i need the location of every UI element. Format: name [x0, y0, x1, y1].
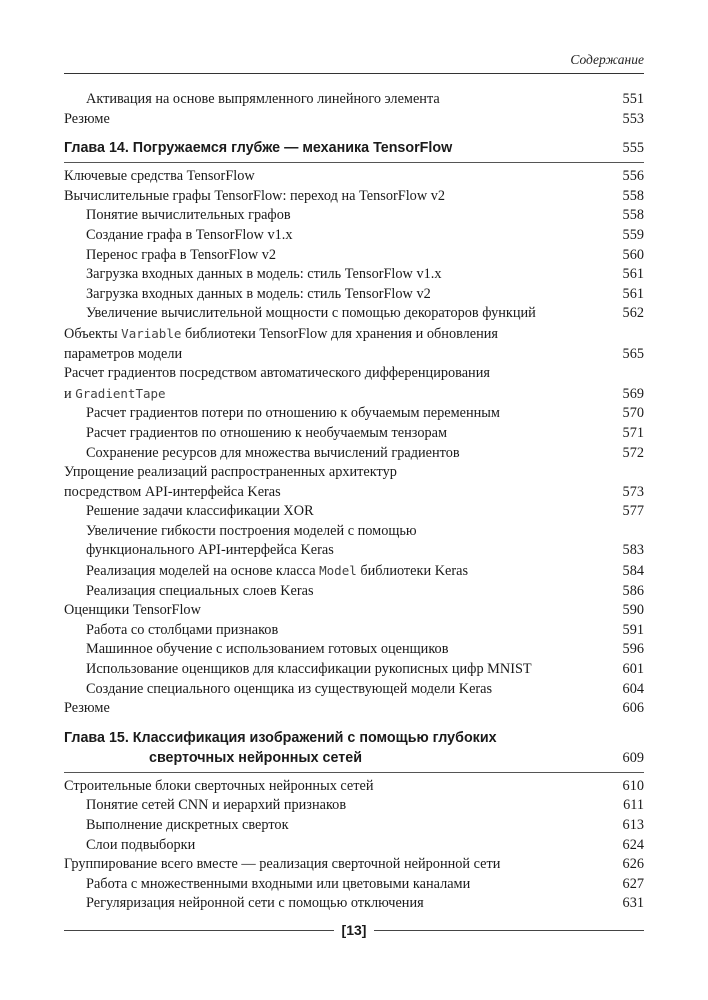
toc-entry-title: [64, 324, 614, 364]
toc-entry-page: 558: [622, 207, 644, 224]
toc-entry-title: Создание графа в TensorFlow v1.x: [86, 226, 293, 243]
chapter-heading-15[interactable]: [64, 728, 644, 773]
toc-entry-page: 596: [622, 641, 644, 658]
toc-entry-title-part: Объекты: [64, 325, 122, 342]
chapter-page: 609: [622, 749, 644, 766]
table-of-contents: [64, 90, 644, 914]
toc-entry-page: 569: [622, 385, 644, 402]
toc-entry-title: Использование оценщиков для классификации рукописных цифр MNIST: [86, 661, 532, 678]
toc-entry-title: Реализация специальных слоев Keras: [86, 582, 314, 599]
toc-entry[interactable]: [64, 110, 644, 130]
toc-entry-title-part: и: [64, 385, 76, 402]
toc-entry-title: Ключевые средства TensorFlow: [64, 168, 255, 185]
toc-entry[interactable]: [64, 777, 644, 797]
toc-entry[interactable]: [64, 187, 644, 207]
toc-entry-page: 562: [622, 305, 644, 322]
toc-entry[interactable]: [64, 561, 644, 582]
toc-entry[interactable]: [64, 855, 644, 875]
toc-entry-title: Резюме: [64, 700, 110, 717]
toc-entry-title: Оценщики TensorFlow: [64, 602, 201, 619]
toc-entry-page: 590: [622, 602, 644, 619]
toc-entry-page: 573: [622, 483, 644, 500]
toc-entry[interactable]: [64, 304, 644, 324]
toc-entry[interactable]: [64, 640, 644, 660]
toc-entry[interactable]: [64, 364, 644, 404]
toc-entry-title: Перенос графа в TensorFlow v2: [86, 246, 277, 263]
toc-entry-page: 570: [622, 405, 644, 422]
footer-rule-left: [64, 930, 334, 931]
toc-entry-title: Сохранение ресурсов для множества вычислений градиентов: [86, 444, 460, 461]
toc-entry[interactable]: [64, 206, 644, 226]
toc-entry-title-part: посредством API-интерфейса Keras: [64, 483, 281, 500]
toc-entry-title: Работа с множественными входными или цветовыми каналами: [86, 875, 471, 892]
toc-entry-page: 551: [622, 91, 644, 107]
toc-entry-title: [64, 522, 614, 561]
toc-entry-title: [64, 364, 614, 404]
toc-entry[interactable]: [64, 246, 644, 266]
toc-entry-title-part: библиотеки TensorFlow для хранения и обновления: [181, 325, 499, 342]
toc-entry-page: 559: [622, 226, 644, 243]
toc-entry-title: Расчет градиентов потери по отношению к обучаемым переменным: [86, 405, 500, 422]
toc-entry[interactable]: [64, 601, 644, 621]
toc-entry[interactable]: [64, 285, 644, 305]
toc-entry[interactable]: [64, 265, 644, 285]
toc-entry-page: 577: [622, 503, 644, 520]
toc-entry-title: Увеличение вычислительной мощности с помощью декораторов функций: [86, 305, 536, 322]
toc-entry[interactable]: [64, 90, 644, 110]
toc-entry-page: 556: [622, 168, 644, 185]
toc-entry-title: Понятие вычислительных графов: [86, 207, 291, 224]
toc-entry[interactable]: [64, 226, 644, 246]
toc-entry-page: 624: [622, 836, 644, 853]
footer-rule-right: [374, 930, 644, 931]
toc-entry-title: Решение задачи классификации XOR: [86, 503, 314, 520]
toc-entry-title: Строительные блоки сверточных нейронных сетей: [64, 777, 374, 794]
toc-entry-page: 601: [622, 661, 644, 678]
toc-entry-title: Загрузка входных данных в модель: стиль TensorFlow v2: [86, 285, 431, 302]
chapter-title-line: сверточных нейронных сетей: [149, 749, 363, 766]
toc-entry-page: 560: [622, 246, 644, 263]
toc-entry-page: 626: [622, 856, 644, 873]
toc-entry[interactable]: [64, 894, 644, 914]
chapter-title-line: Глава 15. Классификация изображений с помощью глубоких: [64, 729, 497, 746]
header-divider: [64, 73, 644, 74]
toc-entry-title: Создание специального оценщика из существующей модели Keras: [86, 680, 493, 697]
toc-entry[interactable]: [64, 796, 644, 816]
toc-entry-title: Машинное обучение с использованием готовых оценщиков: [86, 641, 449, 658]
toc-entry-page: 613: [622, 817, 644, 833]
toc-entry-title: Резюме: [64, 110, 110, 127]
toc-entry[interactable]: [64, 699, 644, 719]
toc-entry-title: Расчет градиентов по отношению к необучаемым тензорам: [86, 424, 448, 441]
toc-entry[interactable]: [64, 444, 644, 464]
toc-entry-page: 571: [622, 424, 644, 441]
toc-entry-title-part: библиотеки Keras: [356, 563, 469, 580]
toc-entry[interactable]: [64, 621, 644, 641]
toc-entry-title: Активация на основе выпрямленного линейного элемента: [86, 91, 440, 107]
toc-entry-page: 558: [622, 187, 644, 204]
chapter-title: [64, 728, 623, 768]
toc-entry-page: 604: [622, 680, 644, 697]
toc-entry[interactable]: [64, 502, 644, 522]
toc-entry-page: 610: [622, 777, 644, 794]
page-number: [13]: [341, 922, 367, 938]
toc-entry-page: 572: [622, 444, 644, 461]
toc-entry[interactable]: [64, 424, 644, 444]
toc-entry-title: [64, 561, 614, 582]
toc-entry-title-part: Упрощение реализаций распространенных архитектур: [64, 464, 397, 481]
toc-entry-page: 561: [622, 285, 644, 302]
toc-entry-title: Выполнение дискретных сверток: [86, 817, 289, 833]
toc-entry-page: 591: [622, 621, 644, 638]
toc-entry-page: 584: [622, 563, 644, 580]
toc-entry-title-part: Реализация моделей на основе класса: [86, 563, 320, 580]
toc-entry-title: [64, 463, 614, 502]
toc-entry-page: 586: [622, 582, 644, 599]
toc-entry-title: Регуляризация нейронной сети с помощью отключения: [86, 895, 424, 912]
toc-entry-title: Группирование всего вместе — реализация сверточной нейронной сети: [64, 856, 501, 873]
code-term: Variable: [121, 325, 182, 341]
toc-entry-page: 631: [622, 895, 644, 912]
toc-entry-page: 606: [622, 700, 644, 717]
toc-entry-title: Слои подвыборки: [86, 836, 196, 853]
code-term: GradientTape: [75, 385, 166, 401]
toc-entry[interactable]: [64, 680, 644, 700]
code-term: Model: [319, 563, 357, 579]
toc-entry-page: 611: [623, 797, 644, 814]
chapter-title: Глава 14. Погружаемся глубже — механика TensorFlow: [64, 140, 453, 157]
toc-entry[interactable]: [64, 167, 644, 187]
toc-entry[interactable]: [64, 522, 644, 561]
toc-entry[interactable]: [64, 324, 644, 364]
toc-entry-title-part: Расчет градиентов посредством автоматического дифференцирования: [64, 365, 490, 382]
toc-entry[interactable]: [64, 875, 644, 895]
toc-entry-page: 561: [622, 266, 644, 283]
toc-entry[interactable]: [64, 836, 644, 856]
toc-entry-title: Загрузка входных данных в модель: стиль TensorFlow v1.x: [86, 266, 442, 283]
toc-entry[interactable]: [64, 404, 644, 424]
toc-entry[interactable]: [64, 660, 644, 680]
toc-entry-page: 565: [622, 345, 644, 362]
toc-entry[interactable]: [64, 816, 644, 836]
toc-entry-page: 553: [622, 110, 644, 127]
toc-entry-title-part: параметров модели: [64, 345, 183, 362]
toc-entry-title-part: функционального API-интерфейса Keras: [86, 542, 334, 559]
chapter-page: 555: [622, 140, 644, 157]
toc-entry-title: Работа со столбцами признаков: [86, 621, 279, 638]
running-header: Содержание: [570, 52, 644, 67]
toc-entry-title-part: Увеличение гибкости построения моделей с помощью: [86, 522, 417, 539]
toc-entry-page: 583: [622, 542, 644, 559]
page-footer: [64, 920, 644, 940]
toc-entry[interactable]: [64, 582, 644, 602]
toc-entry-page: 627: [622, 875, 644, 892]
toc-entry-title: Вычислительные графы TensorFlow: переход на TensorFlow v2: [64, 187, 446, 204]
toc-entry-title: Понятие сетей CNN и иерархий признаков: [86, 797, 347, 814]
toc-entry[interactable]: [64, 463, 644, 502]
chapter-heading-14[interactable]: [64, 138, 644, 163]
